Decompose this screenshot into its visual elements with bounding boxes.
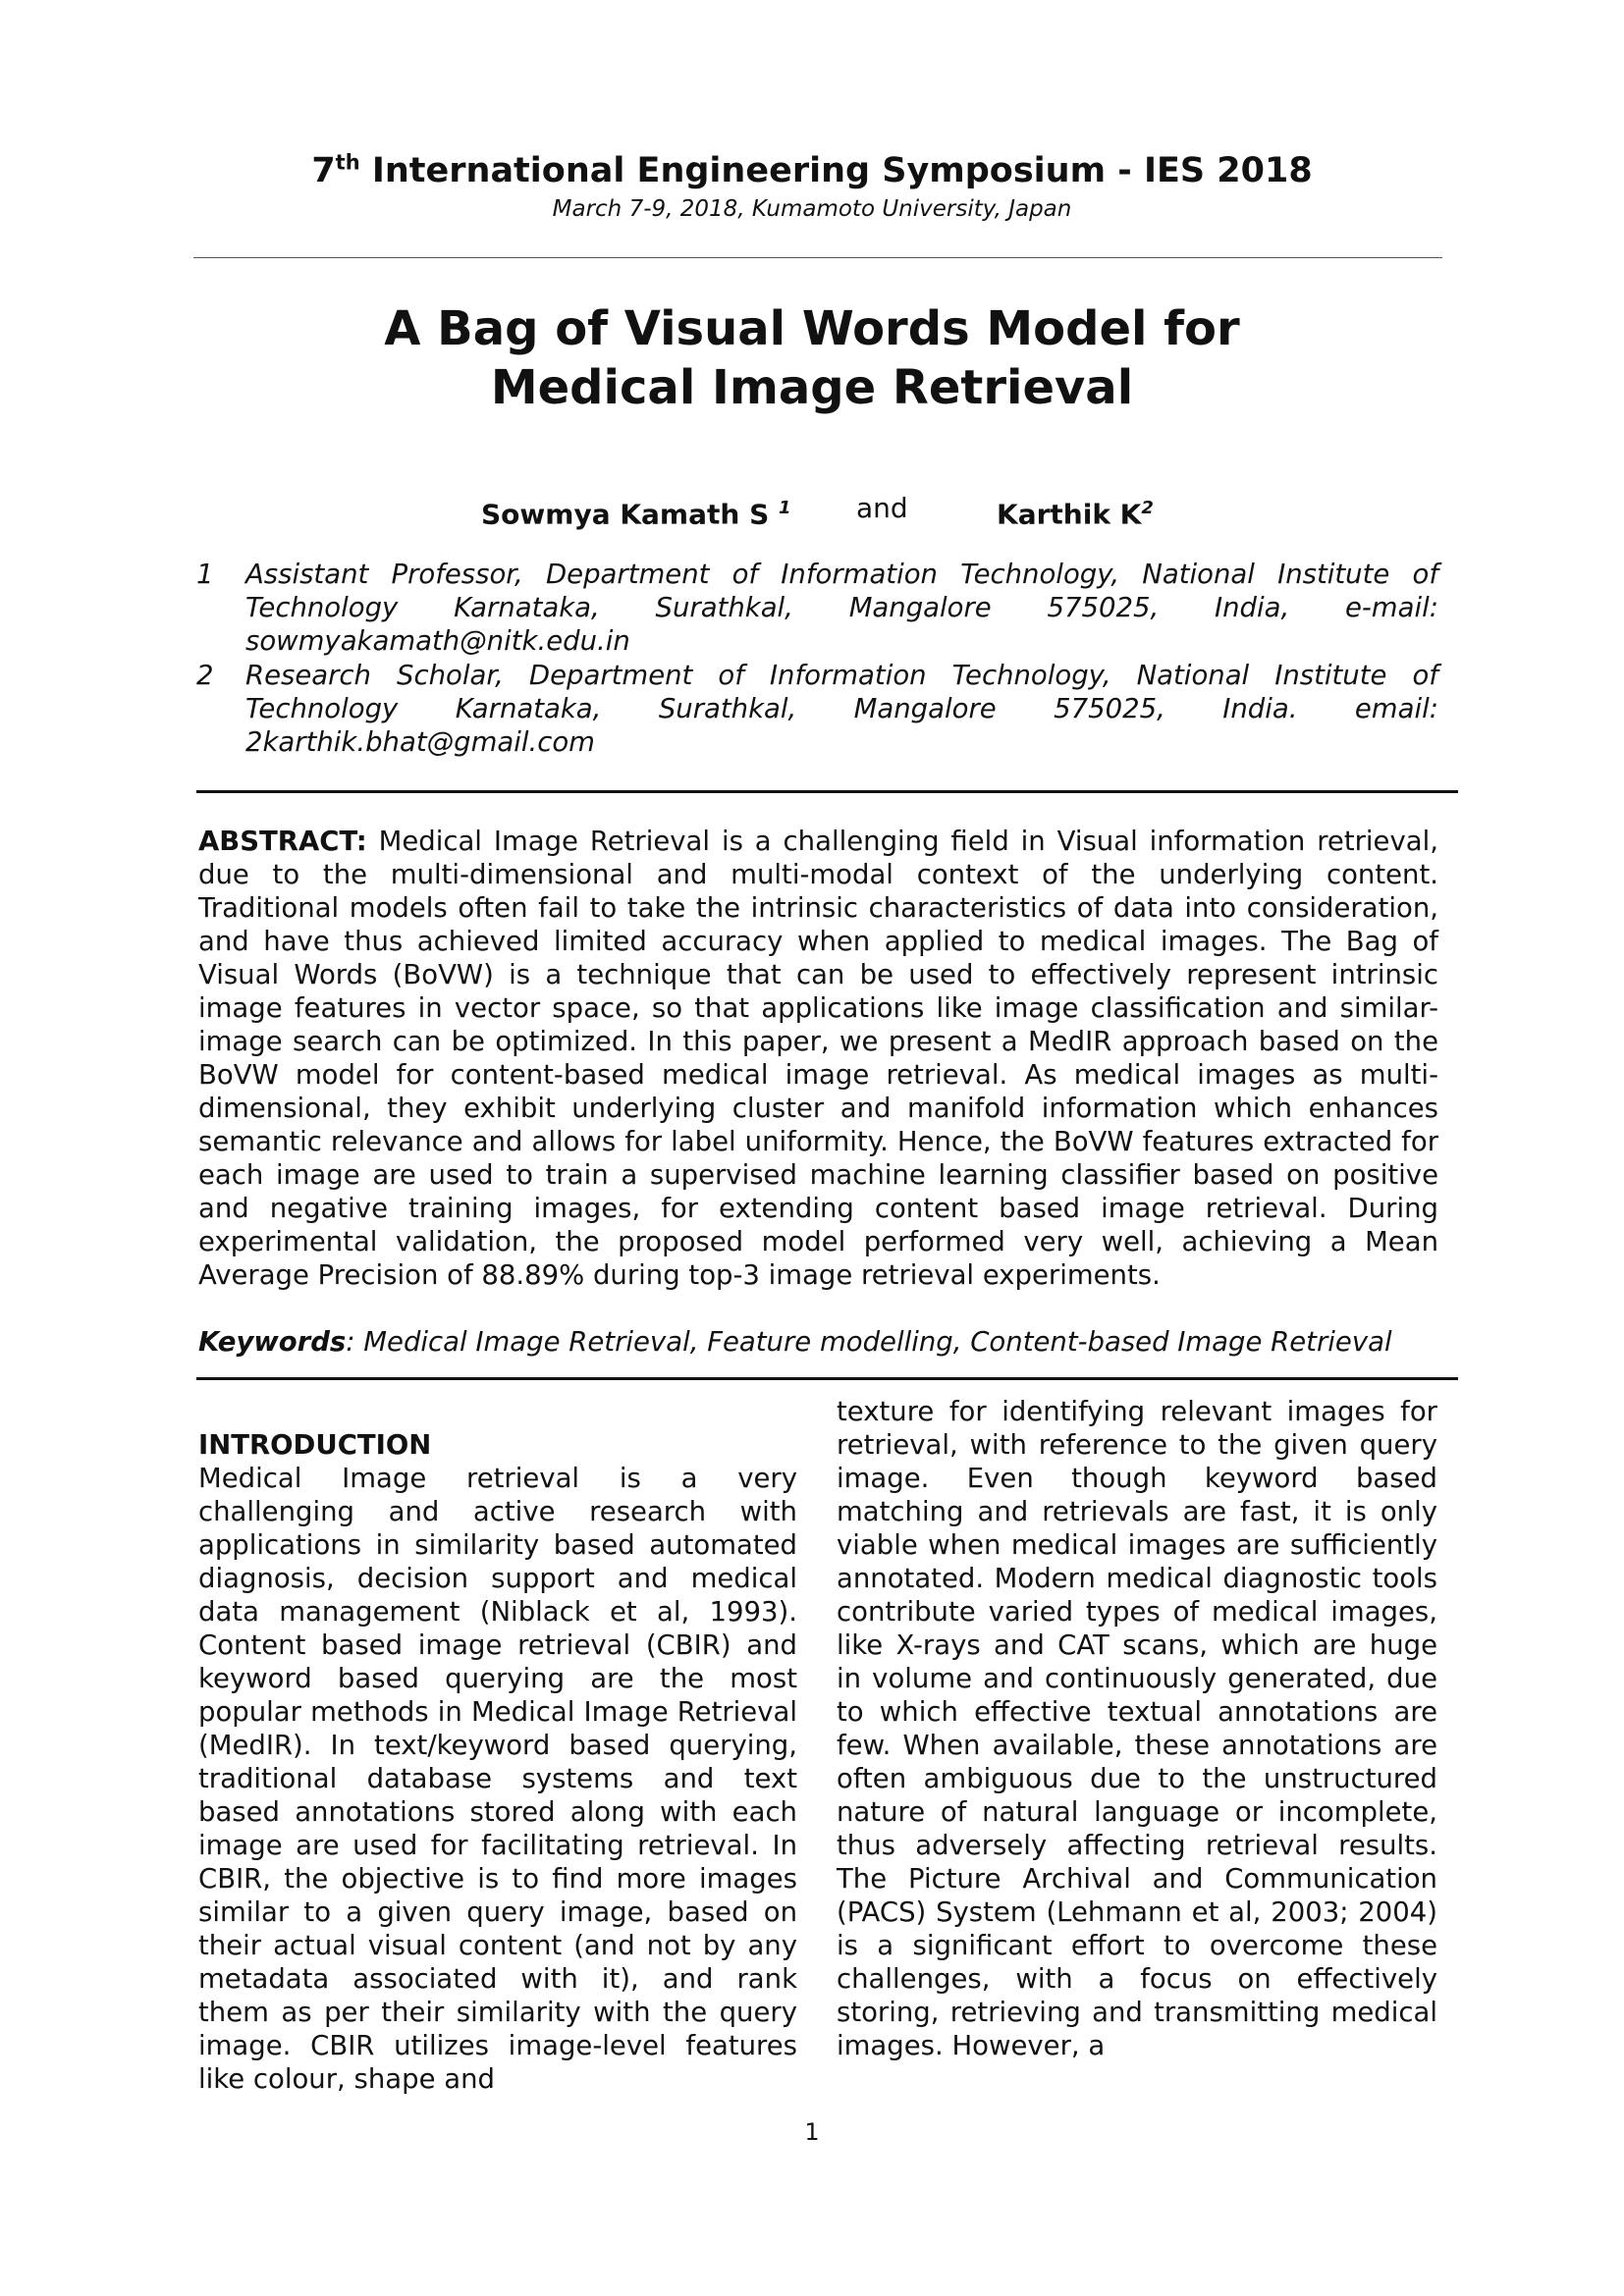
conference-number: 7 (311, 151, 336, 190)
conference-name: International Engineering Symposium - IES 2018 (359, 151, 1313, 190)
header-divider (193, 257, 1442, 258)
conference-ordinal-suffix: th (335, 150, 360, 175)
affiliation-1-number: 1 (196, 559, 214, 590)
author-2-mark: 2 (1141, 498, 1154, 518)
affiliation-1-text: Assistant Professor, Department of Information Technology, National Institute of Technology Karnataka, Surathkal, Mangalore 575025, India, e-mail: sowmyakamath@nitk.edu.in (245, 559, 1438, 657)
introduction-paragraph-left: Medical Image retrieval is a very challenging and active research with applications in similarity based automated diagnosis, decision support and medical data management (Niblack et al, 1993). Content based image retrieval (CBIR) and keyword based querying are the most popular methods in Medical Image Retrieval (MedIR). In text/keyword based querying, traditional database systems and text based annotations stored along with each image are used for facilitating retrieval. In CBIR, the objective is to find more images similar to a given query image, based on their actual visual content (and not by any metadata associated with it), and rank them as per their similarity with the query image. CBIR utilizes image-level features like colour, shape and (198, 1463, 797, 2095)
keywords (198, 1325, 1438, 1359)
conference-subtitle: March 7-9, 2018, Kumamoto University, Japan (552, 196, 1072, 222)
keywords-label: Keywords (198, 1326, 347, 1358)
paper-title (0, 299, 1624, 417)
introduction-paragraph-right: texture for identifying relevant images for retrieval, with reference to the given query image. Even though keyword based matching and retrievals are fast, it is only viable when medical images are sufficiently annotated. Modern medical diagnostic tools contribute varied types of medical images, like X-rays and CAT scans, which are huge in volume and continuously generated, due to which effective textual annotations are few. When available, these annotations are often ambiguous due to the unstructured nature of natural language or incomplete, thus adversely affecting retrieval results. The Picture Archival and Communication (PACS) System (Lehmann et al, 2003; 2004) is a significant effort to overcome these challenges, with a focus on effectively storing, retrieving and transmitting medical images. However, a (837, 1396, 1437, 2061)
page-number: 1 (804, 2118, 820, 2146)
abstract-top-divider (196, 790, 1458, 793)
author-1-name: Sowmya Kamath S (481, 498, 770, 531)
author-2-name: Karthik K (997, 498, 1142, 531)
author-1-mark: 1 (778, 498, 791, 518)
author-conjunction: and (856, 492, 908, 524)
author-1 (481, 491, 791, 532)
author-2 (997, 491, 1154, 532)
paper-title-line-2: Medical Image Retrieval (490, 360, 1134, 415)
keywords-text: : Medical Image Retrieval, Feature modelling, Content-based Image Retrieval (346, 1326, 1392, 1358)
affiliation-1 (196, 558, 1438, 658)
paper-title-line-1: A Bag of Visual Words Model for (384, 301, 1240, 356)
conference-title (0, 149, 1624, 192)
abstract (198, 825, 1438, 1292)
affiliation-2 (196, 659, 1438, 759)
abstract-label: ABSTRACT: (198, 826, 367, 857)
abstract-text: Medical Image Retrieval is a challenging field in Visual information retrieval, due to the multi-dimensional and multi-modal context of the underlying content. Traditional models often fail to take the intrinsic characteristics of data into consideration, and have thus achieved limited accuracy when applied to medical images. The Bag of Visual Words (BoVW) is a technique that can be used to effectively represent intrinsic image features in vector space, so that applications like image classification and similar-image search can be optimized. In this paper, we present a MedIR approach based on the BoVW model for content-based medical image retrieval. As medical images as multi-dimensional, they exhibit underlying cluster and manifold information which enhances semantic relevance and allows for label uniformity. Hence, the BoVW features extracted for each image are used to train a supervised machine learning classifier based on positive and negative training images, for extending content based image retrieval. During experimental validation, the proposed model performed very well, achieving a Mean Average Precision of 88.89% during top-3 image retrieval experiments. (198, 826, 1438, 1291)
body-column-right (837, 1395, 1437, 2062)
section-heading-introduction: INTRODUCTION (198, 1429, 432, 1461)
body-top-divider (196, 1377, 1458, 1380)
body-column-left (198, 1428, 797, 2096)
affiliation-2-text: Research Scholar, Department of Information Technology, National Institute of Technology Karnataka, Surathkal, Mangalore 575025, India. email: 2karthik.bhat@gmail.com (245, 660, 1438, 758)
affiliation-2-number: 2 (196, 660, 214, 691)
